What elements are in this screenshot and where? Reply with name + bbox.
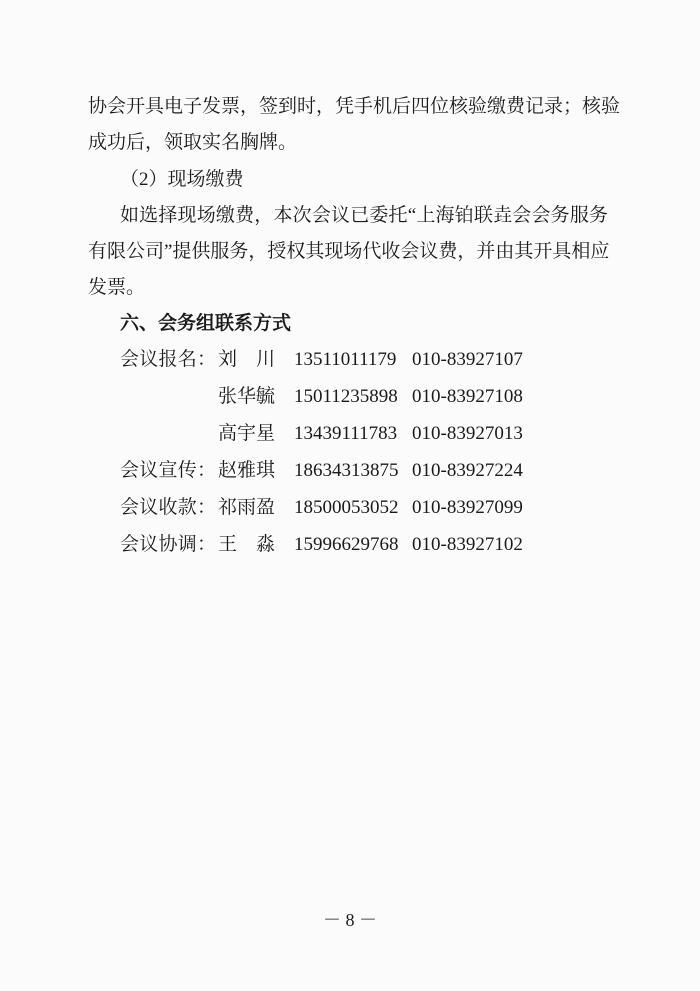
contact-name: 祁雨盈 [218,497,276,518]
contact-name: 王 淼 [218,534,276,555]
contact-row [120,348,540,372]
contact-phone: 010-83927108 [412,386,523,407]
page-number: － 8 － [323,910,377,930]
contact-mobile: 15996629768 [294,534,399,555]
contact-role: 会议收款： [120,497,216,518]
paragraph-line: 有限公司”提供服务，授权其现场代收会议费，并由其开具相应 [88,241,610,262]
contact-phone: 010-83927013 [412,423,523,444]
contact-mobile: 18634313875 [294,460,399,481]
contact-name: 高宇星 [218,423,276,444]
contact-name: 张华毓 [218,386,276,407]
contact-mobile: 13439111783 [294,423,398,444]
contact-mobile: 18500053052 [294,497,399,518]
contact-name: 刘 川 [218,349,276,370]
contact-phone: 010-83927102 [412,534,523,555]
contact-row [120,533,540,557]
paragraph-line: 协会开具电子发票，签到时，凭手机后四位核验缴费记录；核验 [88,96,621,117]
contact-mobile: 15011235898 [294,386,398,407]
contact-row [120,496,540,520]
paragraph-line: 如选择现场缴费，本次会议已委托“上海铂联垚会会务服务 [120,205,608,226]
contact-phone: 010-83927224 [412,460,523,481]
contact-row [120,422,540,446]
contact-name: 赵雅琪 [218,460,276,481]
sub-heading: （2）现场缴费 [120,169,244,190]
contact-phone: 010-83927107 [412,349,523,370]
contact-row [120,385,540,409]
paragraph-line: 成功后，领取实名胸牌。 [88,132,298,153]
contact-phone: 010-83927099 [412,497,523,518]
contact-role: 会议宣传： [120,460,216,481]
contact-role: 会议协调： [120,534,216,555]
contact-mobile: 13511011179 [294,349,397,370]
paragraph-line: 发票。 [88,277,146,298]
contact-role: 会议报名： [120,349,216,370]
contact-row [120,459,540,483]
section-heading: 六、会务组联系方式 [120,313,292,334]
